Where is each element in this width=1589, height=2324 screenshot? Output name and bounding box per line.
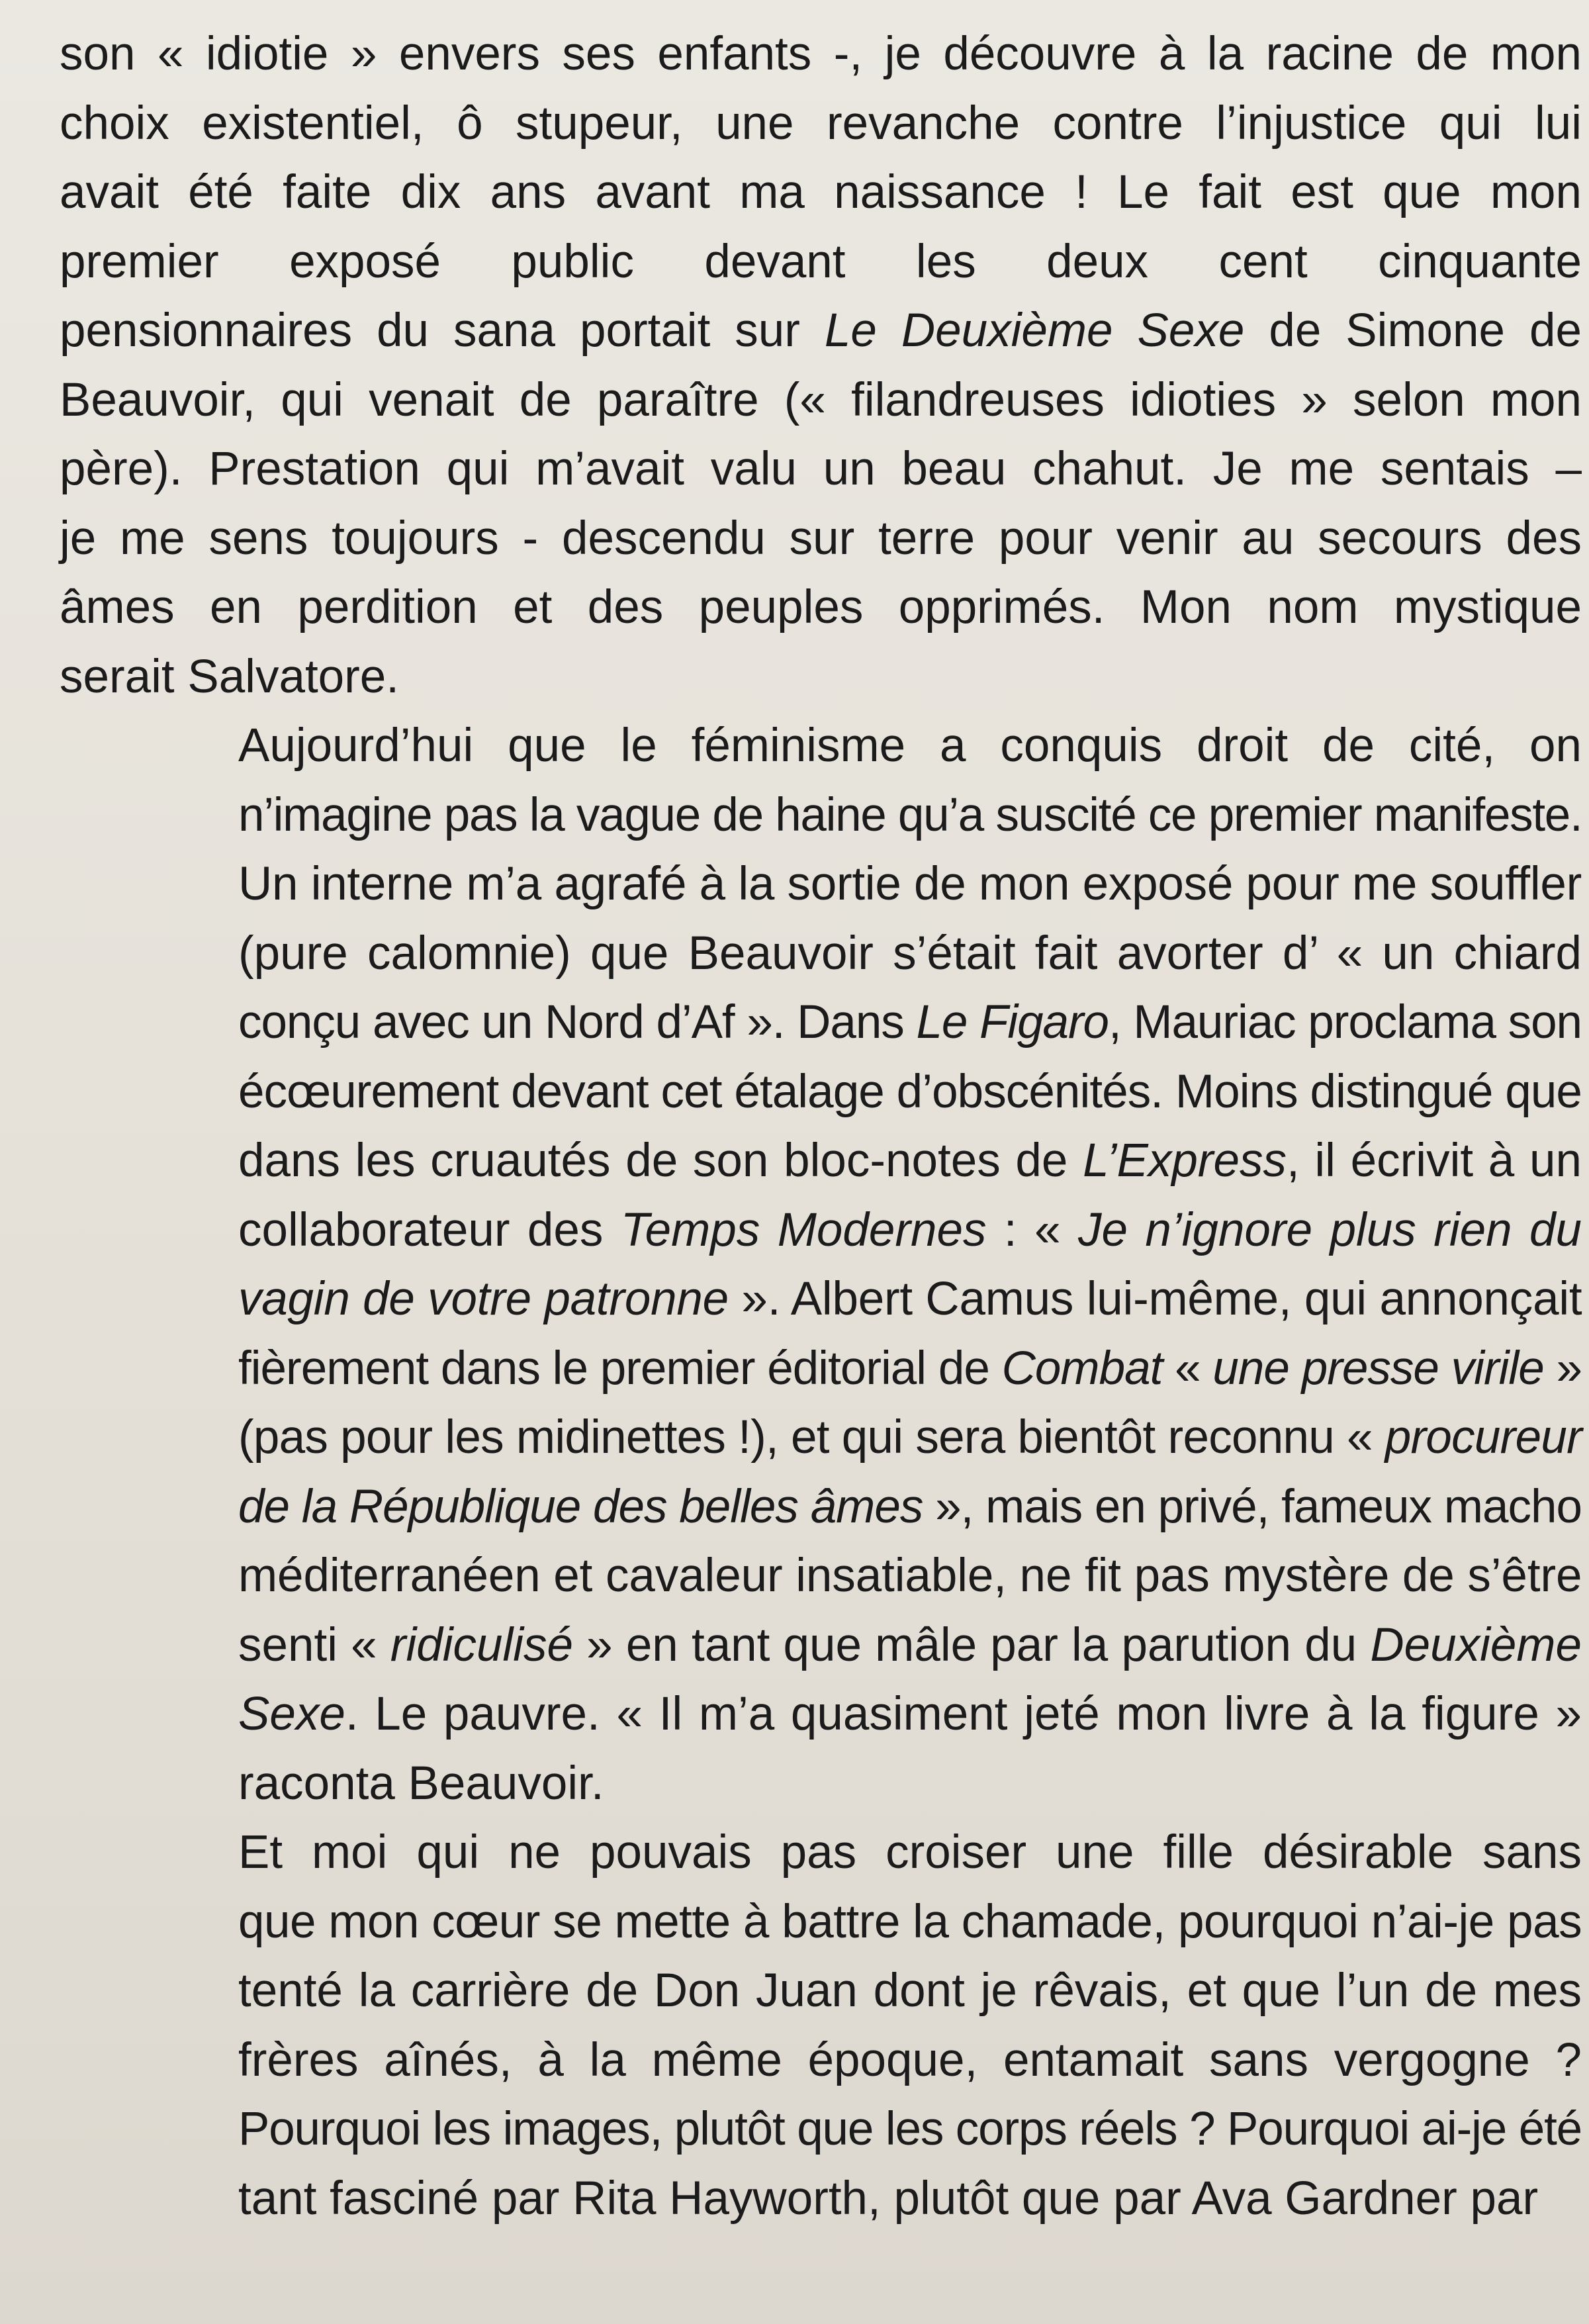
text-run: dans les cruautés de son bloc-notes de: [238, 1135, 1083, 1187]
text-run: tenté la carrière de Don Juan dont je rêvais, et que l’un de mes: [238, 1965, 1582, 2017]
text-line: [60, 781, 1582, 851]
text-run: n’imagine pas la vague de haine qu’a suscité ce premier manifeste.: [238, 788, 1582, 841]
text-line: [60, 1265, 1582, 1334]
text-line: [60, 1058, 1582, 1127]
italic-run: Le Figaro: [916, 996, 1109, 1048]
text-run: pensionnaires du sana portait sur: [60, 304, 825, 357]
text-run: », mais en privé, fameux macho: [923, 1480, 1582, 1533]
text-run: frères aînés, à la même époque, entamait sans vergogne ?: [238, 2033, 1582, 2086]
text-run: «: [1162, 1342, 1213, 1395]
text-run: choix existentiel, ô stupeur, une revanche contre l’injustice qui lui: [60, 97, 1582, 150]
page-text: [60, 20, 1582, 2233]
italic-run: de la République des belles âmes: [238, 1480, 923, 1533]
text-run: collaborateur des: [238, 1203, 621, 1256]
text-line: [60, 1334, 1582, 1404]
text-run: avait été faite dix ans avant ma naissance ! Le fait est que mon: [60, 166, 1582, 218]
text-run: méditerranéen et cavaleur insatiable, ne fit pas mystère de s’être: [238, 1550, 1582, 1602]
text-run: , Mauriac proclama son: [1109, 996, 1582, 1048]
italic-run: Je n’ignore plus rien du: [1078, 1203, 1582, 1256]
text-run: . Le pauvre. « Il m’a quasiment jeté mon livre à la figure »: [345, 1688, 1582, 1740]
text-run: Beauvoir, qui venait de paraître (« filandreuses idioties » selon mon: [60, 373, 1582, 426]
text-line: [60, 504, 1582, 574]
text-line: [60, 643, 1582, 712]
text-run: (pure calomnie) que Beauvoir s’était fait avorter d’ « un chiard: [238, 927, 1582, 980]
text-run: conçu avec un Nord d’Af ». Dans: [238, 996, 917, 1048]
text-line: [60, 1818, 1582, 1888]
text-line: [60, 297, 1582, 366]
text-line: [60, 988, 1582, 1058]
text-line: [60, 1611, 1582, 1681]
italic-run: Temps Modernes: [620, 1203, 987, 1256]
text-run: (pas pour les midinettes !), et qui sera bientôt reconnu «: [238, 1411, 1385, 1464]
text-run: Un interne m’a agrafé à la sortie de mon exposé pour me souffler: [238, 858, 1582, 910]
italic-run: Le Deuxième Sexe: [824, 304, 1245, 357]
text-run: fièrement dans le premier éditorial de: [238, 1342, 1002, 1395]
text-line: [60, 850, 1582, 919]
text-line: [60, 1957, 1582, 2026]
text-run: premier exposé public devant les deux cent cinquante: [60, 235, 1582, 288]
text-line: [60, 158, 1582, 228]
text-line: [60, 1196, 1582, 1266]
text-line: [60, 435, 1582, 504]
text-run: père). Prestation qui m’avait valu un beau chahut. Je me sentais –: [60, 443, 1582, 495]
italic-run: L’Express: [1083, 1135, 1287, 1187]
text-line: [60, 573, 1582, 643]
text-line: [60, 366, 1582, 436]
text-line: [60, 228, 1582, 297]
text-run: de Simone de: [1244, 304, 1582, 357]
text-run: , il écrivit à un: [1286, 1135, 1582, 1187]
text-line: [60, 1403, 1582, 1473]
text-run: ». Albert Camus lui-même, qui annonçait: [728, 1273, 1582, 1325]
text-line: [60, 1542, 1582, 1611]
text-run: Pourquoi les images, plutôt que les corps réels ? Pourquoi ai-je été: [238, 2103, 1582, 2155]
text-run: âmes en perdition et des peuples opprimés. Mon nom mystique: [60, 581, 1582, 633]
text-run: que mon cœur se mette à battre la chamade, pourquoi n’ai-je pas: [238, 1895, 1582, 1948]
text-run: Et moi qui ne pouvais pas croiser une fille désirable sans: [238, 1826, 1582, 1879]
text-run: son « idiotie » envers ses enfants -, je découvre à la racine de mon: [60, 28, 1582, 80]
text-line: [60, 20, 1582, 89]
text-line: [60, 89, 1582, 159]
text-run: Aujourd’hui que le féminisme a conquis droit de cité, on: [238, 720, 1582, 772]
paragraph-3: [60, 1818, 1582, 2233]
text-line: [60, 919, 1582, 989]
text-line: [60, 1749, 1582, 1819]
text-line: [60, 1473, 1582, 1542]
text-line: [60, 712, 1582, 781]
text-run: : «: [986, 1203, 1078, 1256]
italic-run: Combat: [1001, 1342, 1163, 1395]
text-line: [60, 2095, 1582, 2164]
text-line: [60, 1888, 1582, 1957]
text-run: écœurement devant cet étalage d’obscénités. Moins distingué que: [238, 1065, 1582, 1118]
italic-run: vagin de votre patronne: [238, 1273, 729, 1325]
text-run: tant fasciné par Rita Hayworth, plutôt que par Ava Gardner par: [238, 2172, 1539, 2225]
text-line: [60, 1127, 1582, 1196]
italic-run: ridiculisé: [390, 1618, 573, 1671]
text-run: »: [1543, 1342, 1582, 1395]
text-run: je me sens toujours - descendu sur terre pour venir au secours des: [60, 512, 1582, 565]
text-run: serait Salvatore.: [60, 650, 400, 703]
paragraph-2: [60, 712, 1582, 1818]
text-run: » en tant que mâle par la parution du: [573, 1618, 1371, 1671]
text-run: senti «: [238, 1618, 390, 1671]
italic-run: procureur: [1385, 1411, 1582, 1464]
italic-run: une presse virile: [1212, 1342, 1544, 1395]
text-line: [60, 1680, 1582, 1749]
italic-run: Sexe: [238, 1688, 345, 1740]
text-line: [60, 2026, 1582, 2096]
text-line: [60, 2164, 1582, 2234]
italic-run: Deuxième: [1370, 1618, 1582, 1671]
text-run: raconta Beauvoir.: [238, 1757, 604, 1810]
paragraph-1: [60, 20, 1582, 712]
